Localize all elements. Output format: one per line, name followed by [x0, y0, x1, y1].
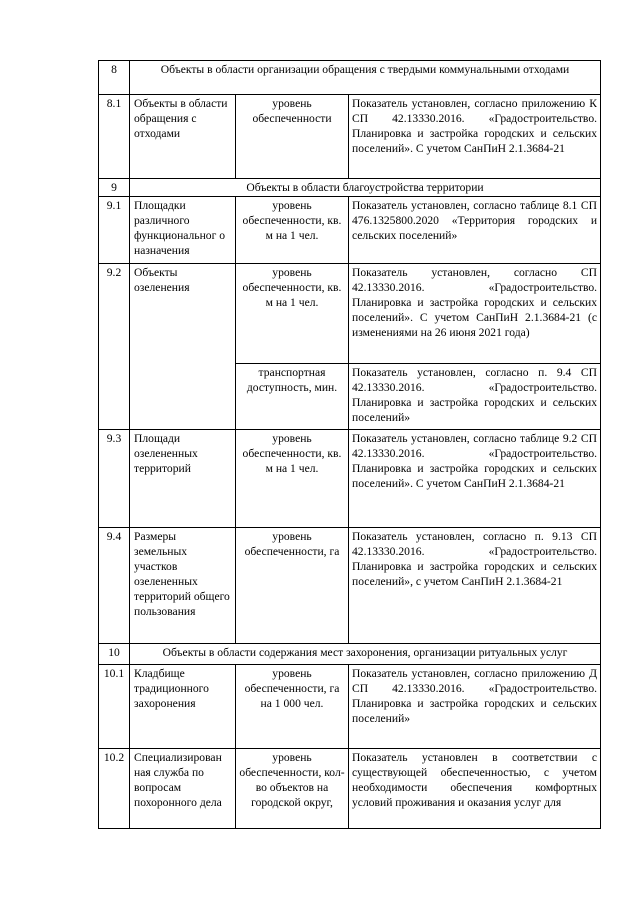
indicator-unit: уровень обеспеченности, кв. м на 1 чел.: [236, 264, 349, 364]
table-row-10-1: [99, 665, 601, 749]
indicator-unit: уровень обеспеченности: [236, 95, 349, 179]
normatives-table: [98, 60, 601, 829]
row-number: 9.2: [99, 264, 130, 430]
object-name: Площади озелененных территорий: [130, 430, 236, 528]
row-number: 10.2: [99, 749, 130, 829]
row-number: 9.3: [99, 430, 130, 528]
object-name: Кладбище традиционного захоронения: [130, 665, 236, 749]
section-row-9: [99, 179, 601, 197]
indicator-description: Показатель установлен, согласно п. 9.4 СП 42.13330.2016. «Градостроительство. Планировка и застройка городских и сельских поселений»: [349, 364, 601, 430]
table-row-8-1: [99, 95, 601, 179]
row-number: 8.1: [99, 95, 130, 179]
section-row-8: [99, 61, 601, 95]
row-number: 9.1: [99, 197, 130, 264]
object-name: Объекты в области обращения с отходами: [130, 95, 236, 179]
table-row-10-2: [99, 749, 601, 829]
indicator-description: Показатель установлен, согласно п. 9.13 СП 42.13330.2016. «Градостроительство. Планировка и застройка городских и сельских поселений», с учетом СанПиН 2.1.3684-21: [349, 528, 601, 644]
indicator-description: Показатель установлен, согласно приложению К СП 42.13330.2016. «Градостроительство. Планировка и застройка городских и сельских поселений». С учетом СанПиН 2.1.3684-21: [349, 95, 601, 179]
indicator-unit: уровень обеспеченности, кв. м на 1 чел.: [236, 197, 349, 264]
indicator-description: Показатель установлен, согласно таблице 8.1 СП 476.1325800.2020 «Территория городских и сельских поселений»: [349, 197, 601, 264]
indicator-description: Показатель установлен, согласно таблице 9.2 СП 42.13330.2016. «Градостроительство. Планировка и застройка городских и сельских поселений». С учетом СанПиН 2.1.3684-21: [349, 430, 601, 528]
indicator-unit: уровень обеспеченности, га: [236, 528, 349, 644]
object-name: Специализирован ная служба по вопросам похоронного дела: [130, 749, 236, 829]
indicator-unit: уровень обеспеченности, кв. м на 1 чел.: [236, 430, 349, 528]
row-number: 10.1: [99, 665, 130, 749]
section-header: Объекты в области благоустройства территории: [130, 179, 601, 197]
row-number: 8: [99, 61, 130, 95]
section-header: Объекты в области организации обращения с твердыми коммунальными отходами: [130, 61, 601, 95]
table-row-9-4: [99, 528, 601, 644]
table-row-9-1: [99, 197, 601, 264]
indicator-description: Показатель установлен в соответствии с существующей обеспеченностью, с учетом необходимости обеспечения комфортных условий проживания и оказания услуг для: [349, 749, 601, 829]
table-row-9-2: [99, 264, 601, 364]
object-name: Размеры земельных участков озелененных территорий общего пользования: [130, 528, 236, 644]
row-number: 9: [99, 179, 130, 197]
section-row-10: [99, 644, 601, 665]
object-name: Объекты озеленения: [130, 264, 236, 430]
indicator-description: Показатель установлен, согласно СП 42.13330.2016. «Градостроительство. Планировка и застройка городских и сельских поселений». С учетом СанПиН 2.1.3684-21 (с изменениями на 26 июня 2021 года): [349, 264, 601, 364]
indicator-unit: уровень обеспеченности, кол-во объектов на городской округ,: [236, 749, 349, 829]
indicator-unit: транспортная доступность, мин.: [236, 364, 349, 430]
section-header: Объекты в области содержания мест захоронения, организации ритуальных услуг: [130, 644, 601, 665]
row-number: 9.4: [99, 528, 130, 644]
object-name: Площадки различного функциональног о назначения: [130, 197, 236, 264]
indicator-unit: уровень обеспеченности, га на 1 000 чел.: [236, 665, 349, 749]
row-number: 10: [99, 644, 130, 665]
indicator-description: Показатель установлен, согласно приложению Д СП 42.13330.2016. «Градостроительство. Планировка и застройка городских и сельских поселений»: [349, 665, 601, 749]
table-row-9-3: [99, 430, 601, 528]
